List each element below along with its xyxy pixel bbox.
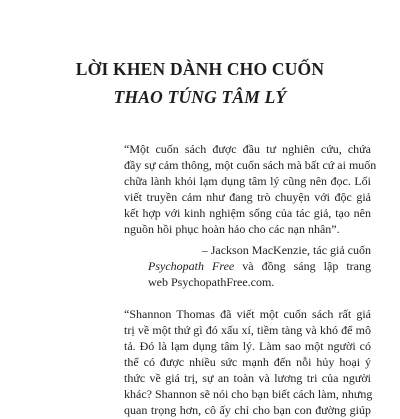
testimonial-line: trị về một thứ gì đó xấu xí, tiềm tàng và khó để mô: [124, 323, 371, 337]
testimonial-line: “Một cuốn sách được đầu tư nghiên cứu, chứa: [124, 142, 371, 156]
attribution-line: [148, 258, 371, 275]
testimonial-line: khác? Shannon sẽ nói cho bạn biết cách làm, nhưng: [124, 387, 373, 401]
attribution-text: và đồng sáng lập trang: [234, 259, 372, 273]
testimonial-line: thể có được nhiều sức mạnh đến nỗi hủy hoại ý: [124, 355, 371, 369]
book-name: Psychopath Free: [148, 259, 235, 273]
testimonial-line: kết hợp với kinh nghiệm sống của tác giả, tạo nên: [124, 206, 371, 220]
testimonial-line: đầy sự cảm thông, một cuốn sách mà bất cứ ai muốn: [124, 158, 377, 172]
testimonial-line: quan trọng hơn, cô ấy chỉ cho bạn con đường giúp: [124, 403, 371, 417]
attribution-line: web PsychopathFree.com.: [148, 275, 275, 289]
testimonial-line: viết truyền cảm như đang trò chuyện với độc giả: [124, 190, 371, 204]
attribution-line: – Jackson MacKenzie, tác giả cuốn: [201, 243, 371, 257]
page-title: LỜI KHEN DÀNH CHO CUỐN: [75, 59, 325, 79]
testimonial-line: tả. Đó là lạm dụng tâm lý. Làm sao một người có: [124, 339, 371, 353]
testimonial-line: nguồn hồi phục hoàn hảo cho các nạn nhân”.: [124, 222, 340, 236]
testimonial-line: thức về giá trị, sự an toàn và lương tri của người: [124, 371, 371, 385]
testimonial-line: chữa lành khỏi lạm dụng tâm lý cũng nên đọc. Lối: [124, 174, 371, 188]
testimonial-line: “Shannon Thomas đã viết một cuốn sách rất giá: [124, 307, 371, 321]
book-title: THAO TÚNG TÂM LÝ: [113, 87, 287, 107]
